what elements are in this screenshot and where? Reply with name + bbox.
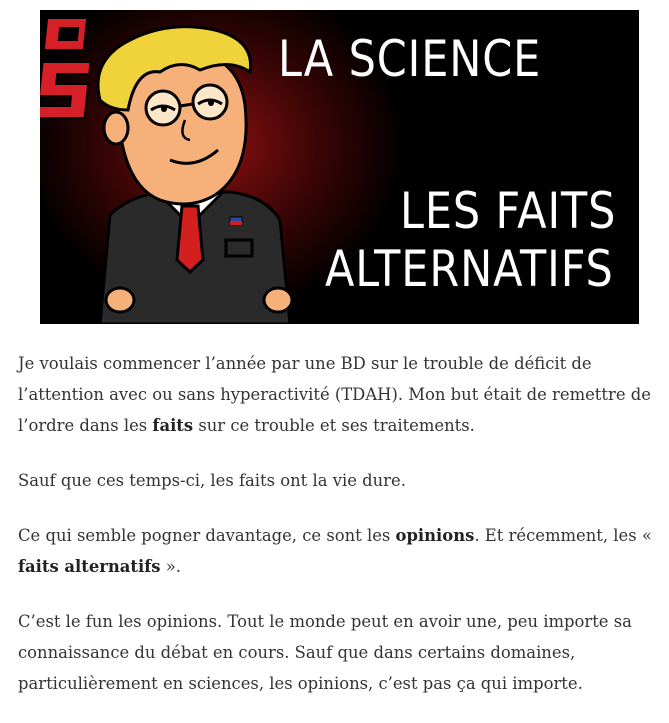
paragraph-1 (18, 348, 658, 441)
paragraph-3 (18, 520, 658, 582)
banner-title-line-2: LES FAITS (400, 182, 617, 240)
paragraph-4-text: C’est le fun les opinions. Tout le monde peut en avoir une, peu importe sa connaissance du débat en cours. Sauf que dans certains domaines, particulièrement en sciences, les opinions, c’est pas ça qui importe. (18, 612, 632, 693)
paragraph-3-text-c: ». (160, 557, 181, 576)
paragraph-2 (18, 465, 658, 496)
bold-faits: faits (152, 416, 194, 435)
paragraph-1-text-a: Je voulais commencer l’année par une BD sur le trouble de déficit de l’attention avec ou sans hyperactivité (TDAH). Mon but était de remettre de l’ordre dans les (18, 354, 651, 435)
paragraph-2-text: Sauf que ces temps-ci, les faits ont la vie dure. (18, 471, 406, 490)
paragraph-3-text-b: . Et récemment, les « (474, 526, 652, 545)
paragraph-1-text-b: sur ce trouble et ses traitements. (193, 416, 475, 435)
banner-title-line-1: LA SCIENCE (278, 30, 542, 88)
hero-banner-image (40, 10, 639, 324)
banner-title-line-3: ALTERNATIFS (325, 240, 614, 298)
bold-faits-alternatifs: faits alternatifs (18, 557, 161, 576)
bold-opinions: opinions (395, 526, 475, 545)
paragraph-4 (18, 606, 658, 699)
article-body (18, 348, 658, 723)
versus-badge (40, 10, 136, 130)
paragraph-3-text-a: Ce qui semble pogner davantage, ce sont les (18, 526, 396, 545)
